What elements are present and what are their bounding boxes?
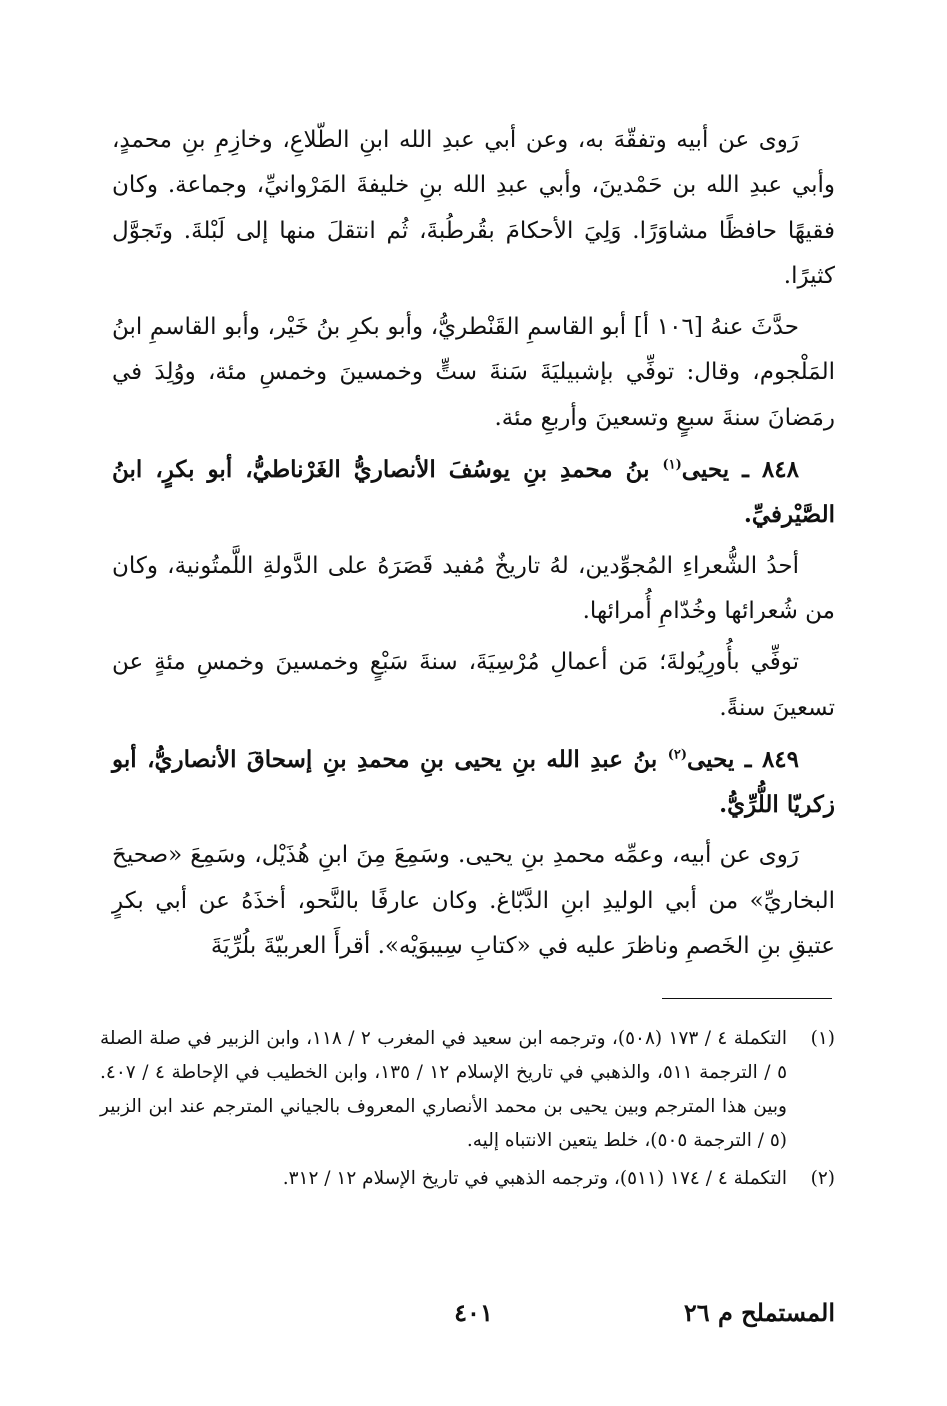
folio-signature: المستملح م ٢٦ [683,1298,835,1327]
entry-848-lineage: بنُ محمدِ بنِ يوسُفَ الأنصاريُّ الغَرْناطيُّ، أبو بكرٍ، ابنُ الصَّيْرفيِّ. [112,456,835,529]
paragraph-3: أحدُ الشُّعراءِ المُجوِّدين، لهُ تاريخٌ مُفيد قَصَرَهُ على الدَّولةِ اللَّمتُونية، وكان من شُعرائها وخُدّامِ أُمرائها. [112,552,835,624]
footnote-divider [662,998,832,999]
paragraph-5: رَوى عن أبيه، وعمِّه محمدِ بنِ يحيى. وسَمِعَ مِنَ ابنِ هُذَيْل، وسَمِعَ «صحيحَ البخاريِّ» من أبي الوليدِ ابنِ الدَّبّاغ. وكان عارفًا بالنَّحو، أخذَهُ عن أبي بكرٍ عتيقِ بنِ الخَصمِ وناظرَ عليه في «كتابِ سِيبوَيْه». أقرأَ العربيّةَ بلُرِّيَةَ [112,842,835,960]
paragraph-1: رَوى عن أبيه وتفقّهَ به، وعن أبي عبدِ الله ابنِ الطّلاعِ، وخازِمِ بنِ محمدٍ، وأبي عبدِ الله بن حَمْدينَ، وأبي عبدِ الله بنِ خليفةَ المَرْوانيِّ، وجماعة. وكان فقيهًا حافظًا مشاوَرًا. وَلِيَ الأحكامَ بقُرطُبةَ، ثُم انتقلَ منها إلى لَبْلةَ. وتَجوَّل كثيرًا. [112,127,835,289]
footnote-ref-2[interactable]: (٢) [667,747,687,763]
paragraph-4: توفِّي بأُورِيُولةَ؛ مَن أعمالِ مُرْسِيَةَ، سنةَ سَبْعٍ وخمسينَ وخمسِ مئةٍ عن تسعينَ سنةً. [112,649,835,721]
footnotes [100,1022,835,1200]
footnote-ref-1[interactable]: (١) [662,457,682,473]
footnote-2 [100,1162,835,1196]
paragraph-2: حدَّثَ عنهُ [١٠٦ أ] أبو القاسمِ القَنْطريُّ، وأبو بكرِ بنُ خَيْر، وأبو القاسمِ ابنُ المَلْجوم، وقال: توفِّي بإشبيليَةَ سَنةَ ستٍّ وخمسينَ وخمسِ مئة، ووُلِدَ في رمَضانَ سنةَ سبعٍ وتسعينَ وأربعِ مئة. [112,314,835,431]
page-number: ٤٠١ [454,1298,493,1327]
entry-849-lineage: بنُ عبدِ الله بنِ يحيى بنِ محمدِ بنِ إسحاقَ الأنصاريُّ، أبو زكريّا اللُّرِّيُّ. [112,745,835,819]
main-text [112,118,835,975]
entry-849-number-name: ٨٤٩ ـ يحيى [686,745,799,773]
footnote-text: التكملة ٤ / ١٧٤ (٥١١)، وترجمه الذهبي في تاريخ الإسلام ١٢ / ٣١٢. [282,1168,787,1189]
entry-848-heading [112,447,835,538]
entry-848-number-name: ٨٤٨ ـ يحيى [681,456,799,484]
footnote-1 [100,1022,835,1158]
footnote-number: (٢) [810,1168,835,1189]
footnote-number: (١) [810,1028,835,1049]
entry-849-heading [112,737,835,828]
footnote-text: التكملة ٤ / ١٧٣ (٥٠٨)، وترجمه ابن سعيد في المغرب ٢ / ١١٨، وابن الزبير في صلة الصلة ٥ / الترجمة ٥١١، والذهبي في تاريخ الإسلام ١٢ / ١٣٥، وابن الخطيب في الإحاطة ٤ / ٤٠٧. وبين هذا المترجم وبين يحيى بن محمد الأنصاري المعروف بالجياني المترجم عند ابن الزبير (٥ / الترجمة ٥٠٥)، خلط يتعين الانتباه إليه. [100,1028,788,1151]
page-footer [112,1298,835,1338]
